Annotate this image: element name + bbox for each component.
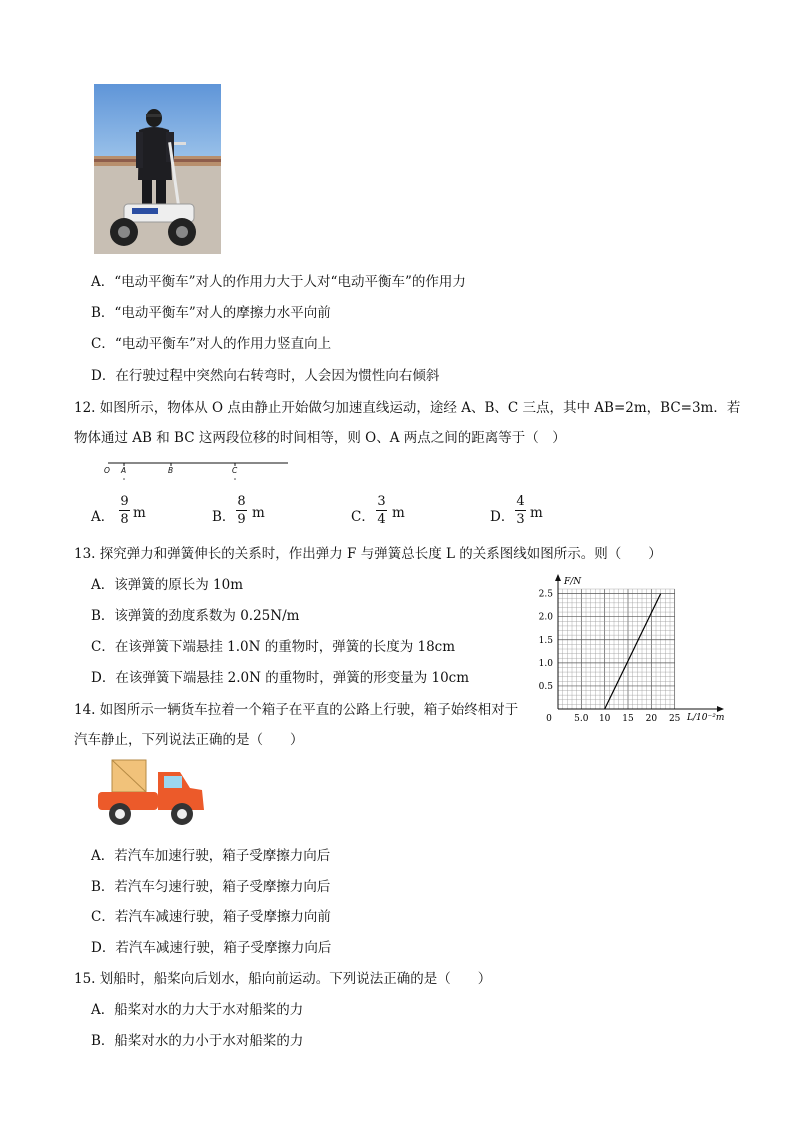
q15-stem: 15. 划船时，船桨向后划水，船向前运动。下列说法正确的是（ ） [74,971,492,987]
q12-stem-line2: 物体通过 AB 和 BC 这两段位移的时间相等，则 O、A 两点之间的距离等于（ ） [74,430,566,446]
q14-option-a: A．若汽车加速行驶，箱子受摩擦力向后 [91,848,331,864]
q12-option-c-label: C． [351,509,375,525]
q12-option-c-fraction [376,494,387,527]
fraction-denominator: 4 [377,512,386,527]
q15-option-a: A．船桨对水的力大于水对船桨的力 [91,1002,304,1018]
truck-with-box-image [94,756,208,828]
y-tick-label: 2.5 [538,589,553,600]
chart-axes [555,574,724,712]
chart-ylabel: F/N [564,577,582,587]
chart-grid [558,589,675,709]
q11-option-d: D．在行驶过程中突然向右转弯时，人会因为惯性向右倾斜 [91,368,440,384]
q13-option-b: B．该弹簧的劲度系数为 0.25N/m [91,608,300,624]
q11-option-b: B．“电动平衡车”对人的摩擦力水平向前 [91,305,331,321]
y-tick-label: 0.5 [538,681,553,692]
q14-stem-line1: 14. 如图所示一辆货车拉着一个箱子在平直的公路上行驶，箱子始终相对于 [74,702,519,718]
q14-option-d: D．若汽车减速行驶，箱子受摩擦力向后 [91,940,332,956]
q12-option-c-unit: m [392,505,405,521]
x-tick-label: 15 [622,714,634,724]
y-axis-arrow [555,574,561,581]
q12-option-a-fraction [119,494,130,527]
q12-label-a: A [121,466,127,475]
q13-option-d: D．在该弹簧下端悬挂 2.0N 的重物时，弹簧的形变量为 10cm [91,670,470,686]
segway-photo [94,84,221,254]
y-tick-label: 2.0 [538,612,553,623]
q12-option-a-unit: m [133,505,146,521]
q12-option-d-fraction [515,494,526,527]
fraction-denominator: 8 [120,512,129,527]
q12-label-o: O [104,466,110,475]
q12-option-b-fraction [236,494,247,527]
x-tick-label: 20 [645,714,658,724]
fraction-denominator: 9 [237,512,246,527]
q12-stem-line1: 12. 如图所示，物体从 O 点由静止开始做匀加速直线运动，途经 A、B、C 三点，其中 AB=2m，BC=3m．若 [74,400,741,416]
x-tick-label: 0 [546,714,552,724]
x-tick-label: 10 [598,714,611,724]
q14-stem-line2: 汽车静止，下列说法正确的是（ ） [74,732,304,748]
q13-stem: 13. 探究弹力和弹簧伸长的关系时，作出弹力 F 与弹簧总长度 L 的关系图线如图所示。则（ ） [74,546,662,562]
y-tick-label: 1.5 [538,635,553,646]
chart-xlabel: L/10⁻²m [687,713,725,723]
q13-option-c: C．在该弹簧下端悬挂 1.0N 的重物时，弹簧的长度为 18cm [91,639,456,655]
fraction-denominator: 3 [516,512,525,527]
q11-option-a: A．“电动平衡车”对人的作用力大于人对“电动平衡车”的作用力 [91,274,466,290]
spring-force-chart [535,572,735,727]
q12-label-c: C [232,466,238,475]
q12-label-b: B [168,466,174,475]
x-axis-arrow [717,706,724,712]
q14-option-c: C．若汽车减速行驶，箱子受摩擦力向前 [91,909,331,925]
chart-ticks [539,590,681,724]
q12-option-b-label: B． [212,509,236,525]
q12-option-d-label: D． [490,509,515,525]
q13-option-a: A．该弹簧的原长为 10m [91,577,244,593]
q12-option-a-label: A． [91,509,115,525]
q14-option-b: B．若汽车匀速行驶，箱子受摩擦力向后 [91,879,331,895]
q12-line-figure [104,459,290,485]
fraction-numerator: 3 [377,494,386,509]
fraction-numerator: 4 [516,494,525,509]
q15-option-b: B．船桨对水的力小于水对船桨的力 [91,1033,304,1049]
x-tick-label: 5.0 [574,714,589,724]
q11-option-c: C．“电动平衡车”对人的作用力竖直向上 [91,336,332,352]
q12-option-d-unit: m [530,505,543,521]
fraction-numerator: 8 [237,494,246,509]
y-tick-label: 1.0 [538,658,553,669]
x-tick-label: 25 [668,714,681,724]
q12-option-b-unit: m [252,505,265,521]
fraction-numerator: 9 [120,494,129,509]
